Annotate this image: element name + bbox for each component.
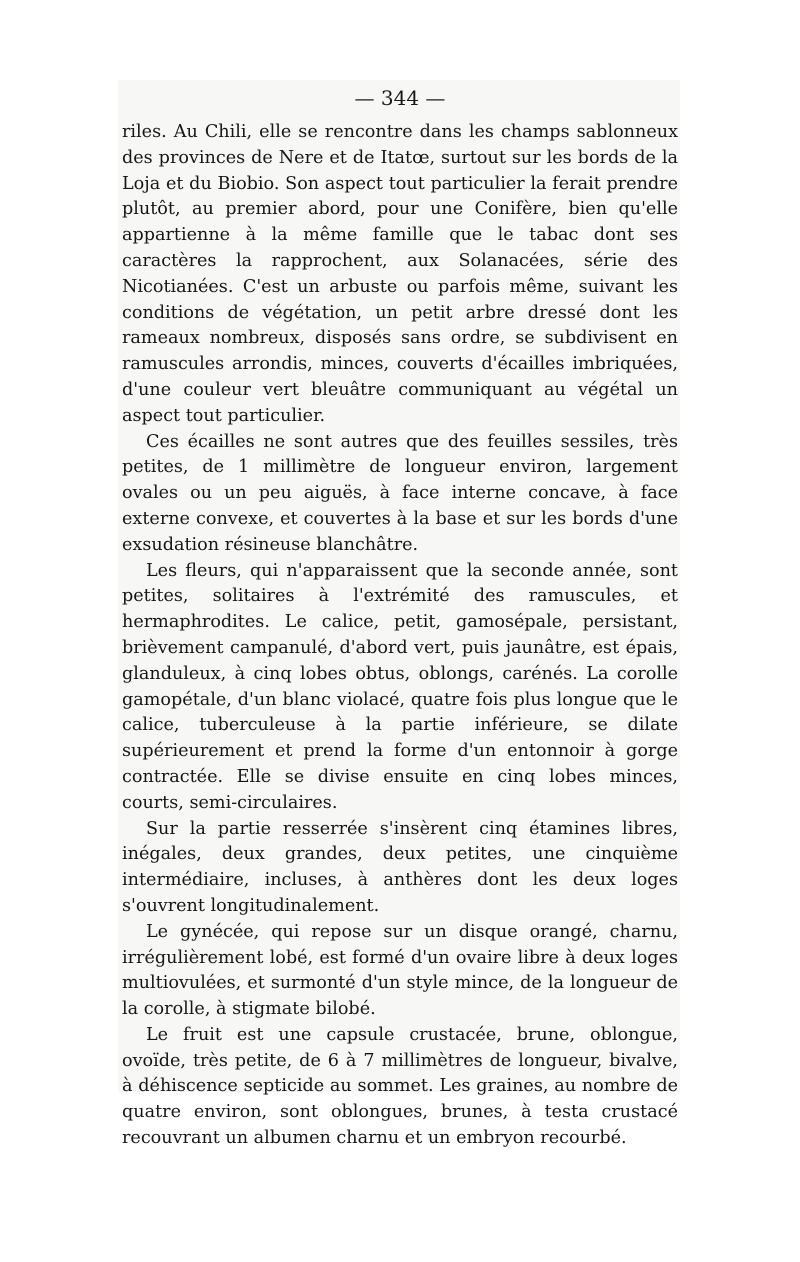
- paragraph-ecailles: Ces écailles ne sont autres que des feuilles sessiles, très petites, de 1 millimètre de longueur environ, largement ovales ou un peu aiguës, à face interne concave, à face externe convexe, et couvertes à la base et sur les bords d'une exsudation résineuse blanchâtre.: [122, 431, 678, 555]
- paragraph-etamines: Sur la partie resserrée s'insèrent cinq étamines libres, inégales, deux grandes, deux petites, une cinquième intermédiaire, incluses, à anthères dont les deux loges s'ouvrent longitudinalement.: [122, 818, 678, 916]
- paragraph-fleurs: Les fleurs, qui n'apparaissent que la seconde année, sont petites, solitaires à l'extrémité des ramuscules, et hermaphrodites. Le calice, petit, gamosépale, persistant, brièvement campanulé, d'abord vert, puis jaunâtre, est épais, glanduleux, à cinq lobes obtus, oblongs, carénés. La corolle gamopétale, d'un blanc violacé, quatre fois plus longue que le calice, tuberculeuse à la partie inférieure, se dilate supérieurement et prend la forme d'un entonnoir à gorge contractée. Elle se divise ensuite en cinq lobes minces, courts, semi-circulaires.: [122, 560, 678, 813]
- paragraph-gynecee: Le gynécée, qui repose sur un disque orangé, charnu, irrégulièrement lobé, est formé d'un ovaire libre à deux loges multiovulées, et surmonté d'un style mince, de la longueur de la corolle, à stigmate bilobé.: [122, 921, 678, 1020]
- page-number: — 344 —: [354, 86, 446, 110]
- paragraph-continuation: riles. Au Chili, elle se rencontre dans les champs sablonneux des provinces de Nere et de Itatœ, surtout sur les bords de la Loja et du Biobio. Son aspect tout particulier la ferait prendre plutôt, au premier abord, pour une Conifère, bien qu'elle appartienne à la même famille que le tabac dont ses caractères la rapprochent, aux Solanacées, série des Nicotianées. C'est un arbuste ou parfois même, suivant les conditions de végétation, un petit arbre dressé dont les rameaux nombreux, disposés sans ordre, se subdivisent en ramuscules arrondis, minces, couverts d'écailles imbriquées, d'une couleur vert bleuâtre communiquant au végétal un aspect tout particulier.: [122, 122, 678, 426]
- paragraph-fruit: Le fruit est une capsule crustacée, brune, oblongue, ovoïde, très petite, de 6 à 7 millimètres de longueur, bivalve, à déhiscence septicide au sommet. Les graines, au nombre de quatre environ, sont oblongues, brunes, à testa crustacé recouvrant un albumen charnu et un embryon recourbé.: [122, 1024, 678, 1149]
- body-text: [122, 120, 678, 1152]
